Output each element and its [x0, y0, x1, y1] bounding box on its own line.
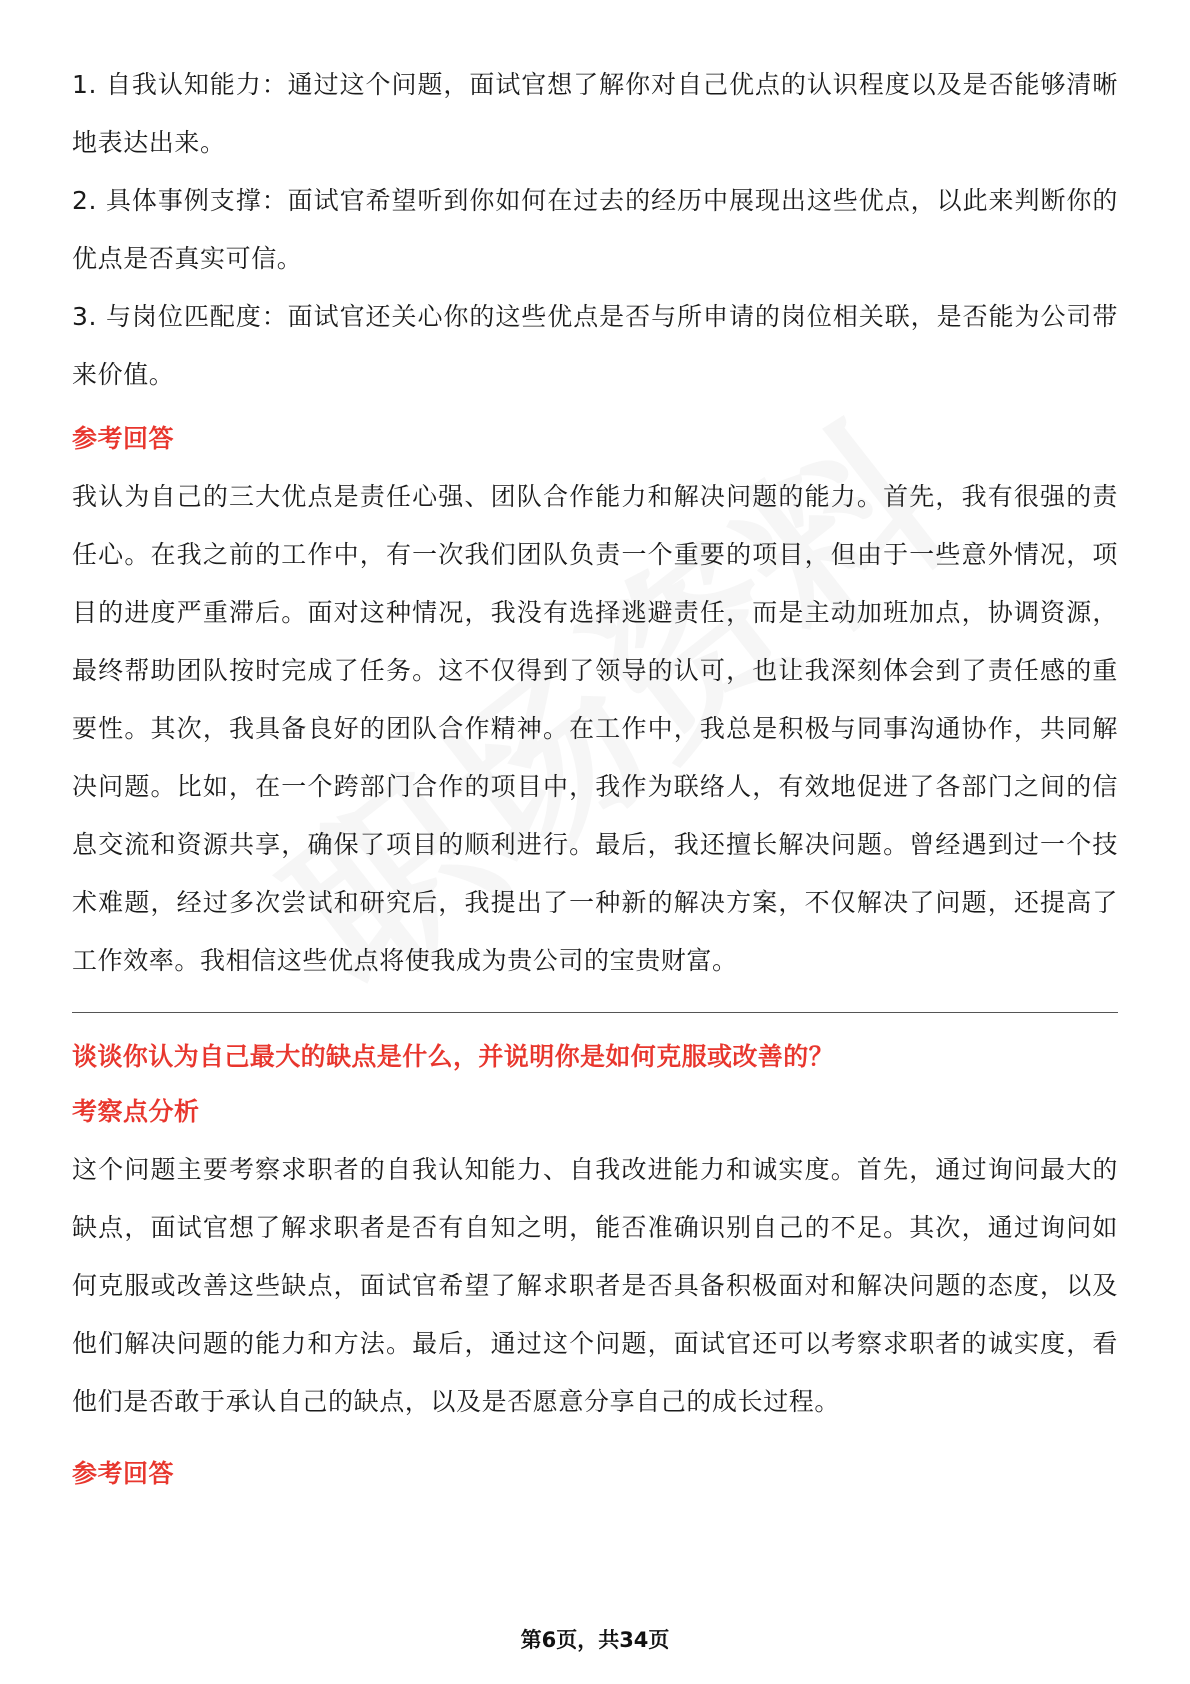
reference-answer-heading: 参考回答: [72, 424, 175, 453]
list-item: 1. 自我认知能力：通过这个问题，面试官想了解你对自己优点的认识程度以及是否能够清晰地表达出来。: [72, 70, 1118, 157]
analysis-text: 这个问题主要考察求职者的自我认知能力、自我改进能力和诚实度。首先，通过询问最大的缺点，面试官想了解求职者是否有自知之明，能否准确识别自己的不足。其次，通过询问如何克服或改善这些缺点，面试官希望了解求职者是否具备积极面对和解决问题的态度，以及他们解决问题的能力和方法。最后，通过这个问题，面试官还可以考察求职者的诚实度，看他们是否敢于承认自己的缺点，以及是否愿意分享自己的成长过程。: [72, 1155, 1118, 1416]
reference-answer-text: 我认为自己的三大优点是责任心强、团队合作能力和解决问题的能力。首先，我有很强的责任心。在我之前的工作中，有一次我们团队负责一个重要的项目，但由于一些意外情况，项目的进度严重滞后。面对这种情况，我没有选择逃避责任，而是主动加班加点，协调资源，最终帮助团队按时完成了任务。这不仅得到了领导的认可，也让我深刻体会到了责任感的重要性。其次，我具备良好的团队合作精神。在工作中，我总是积极与同事沟通协作，共同解决问题。比如，在一个跨部门合作的项目中，我作为联络人，有效地促进了各部门之间的信息交流和资源共享，确保了项目的顺利进行。最后，我还擅长解决问题。曾经遇到过一个技术难题，经过多次尝试和研究后，我提出了一种新的解决方案，不仅解决了问题，还提高了工作效率。我相信这些优点将使我成为贵公司的宝贵财富。: [72, 482, 1118, 975]
document-page: [72, 56, 1118, 1503]
reference-answer-heading: 参考回答: [72, 1459, 175, 1488]
list-item: 2. 具体事例支撑：面试官希望听到你如何在过去的经历中展现出这些优点，以此来判断你的优点是否真实可信。: [72, 186, 1118, 273]
intro-list: [72, 56, 1118, 404]
section-divider: [72, 1012, 1118, 1013]
question-title: 谈谈你认为自己最大的缺点是什么，并说明你是如何克服或改善的？: [72, 1042, 835, 1071]
page-number: 第6页，共34页: [520, 1628, 670, 1652]
list-item: 3. 与岗位匹配度：面试官还关心你的这些优点是否与所申请的岗位相关联，是否能为公司带来价值。: [72, 302, 1118, 389]
analysis-heading: 考察点分析: [72, 1097, 200, 1126]
